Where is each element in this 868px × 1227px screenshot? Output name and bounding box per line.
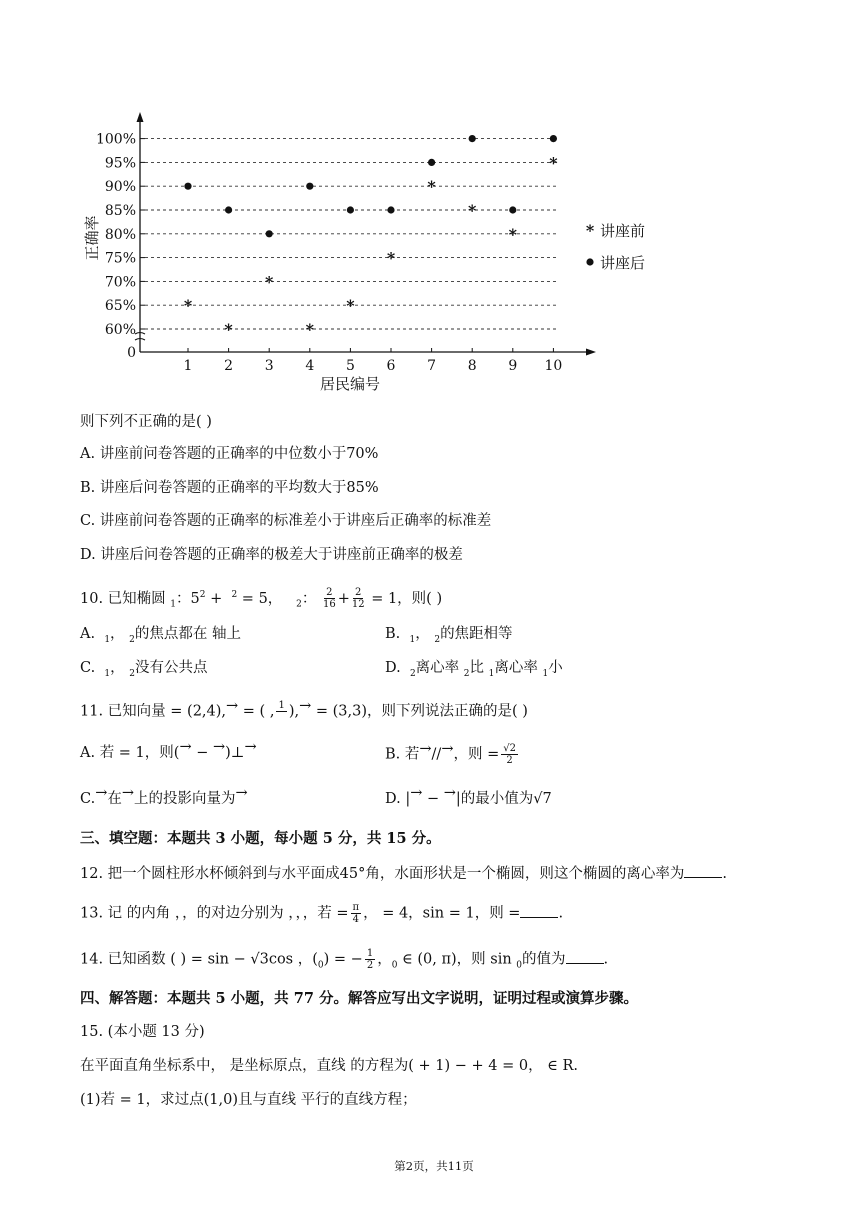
x-tick-label: 9 — [508, 358, 518, 374]
x-tick-label: 5 — [345, 358, 355, 374]
data-point-before: * — [585, 221, 595, 240]
data-point-after — [184, 183, 191, 190]
x-tick-label: 4 — [305, 358, 315, 374]
q10-option-d: D. $_2$离心率 $_2$比 $_1$离心率 $_1$小 — [385, 660, 563, 679]
q13: 13. 记 的内角 ，，的对边分别为 ，，，若 = $\frac{\pi}{4}$ ， = 4，sin = 1，则 = . — [80, 902, 564, 925]
y-tick-label: 85% — [104, 203, 136, 219]
x-tick-label: 7 — [427, 358, 437, 374]
q11-stem: 11. 已知向量 = (2,4),→ = ( , 1 ),→ = (3,3)，则下列说法正确的是( ) — [80, 697, 528, 720]
q11-option-b: B. 若→//→，则 = $\frac{√2}{2}$ — [385, 740, 516, 766]
section-3-heading: 三、填空题：本题共 3 小题，每小题 5 分，共 15 分。 — [80, 830, 441, 847]
data-point-before: * — [549, 153, 558, 173]
y-tick-label: 95% — [104, 155, 136, 172]
legend-label-before: 讲座前 — [600, 222, 646, 240]
y-axis-label: 正确率 — [83, 215, 101, 261]
y-tick-label: 80% — [104, 226, 136, 243]
x-tick-label: 3 — [264, 358, 274, 374]
y-tick-label: 65% — [104, 298, 136, 315]
x-tick-label: 1 — [183, 358, 193, 374]
data-point-before: * — [427, 177, 436, 197]
y-axis-arrow — [137, 112, 144, 122]
data-point-before: * — [265, 272, 274, 292]
q11-option-c: C.→在→上的投影向量为→ — [80, 785, 248, 807]
data-point-after — [225, 206, 232, 213]
section-4-heading: 四、解答题：本题共 5 小题，共 77 分。解答应写出文字说明，证明过程或演算步骤。 — [80, 990, 638, 1007]
x-axis-arrow — [586, 349, 596, 356]
data-point-after — [550, 135, 557, 142]
data-point-after — [266, 230, 273, 237]
q14: 14. 已知函数 ( ) = sin − √3cos ，$(_0)$ = − $\frac{1}{2}$ ，$_0$ ∈ (0, π)，则 sin $_0$的值为 . — [80, 948, 609, 971]
data-point-before: * — [386, 248, 396, 268]
x-tick-label: 8 — [467, 358, 477, 374]
data-point-after — [509, 206, 516, 213]
page-footer: 第2页，共11页 — [394, 1159, 474, 1173]
data-point-before: * — [468, 201, 477, 220]
q15-title: 15. (本小题 13 分) — [80, 1024, 205, 1040]
legend-label-after: 讲座后 — [600, 254, 646, 272]
y-tick-label: 90% — [104, 179, 136, 196]
x-axis-label: 居民编号 — [319, 375, 381, 393]
q9-option-b: B. 讲座后问卷答题的正确率的平均数大于85% — [80, 480, 379, 496]
q15-stem: 在平面直角坐标系中， 是坐标原点，直线 的方程为( + 1) − + 4 = 0， ∈ R. — [80, 1058, 579, 1074]
data-point-after — [347, 206, 354, 213]
q9-option-a: A. 讲座前问卷答题的正确率的中位数小于70% — [80, 446, 379, 462]
q11-option-d: D. |→ − →|的最小值为√7 — [385, 785, 552, 807]
q10-stem: 10. 已知椭圆 $_1$：$5^2 + ^2 = 5$， $_2$： $\frac{2}{16}$ + $\frac{2}{12}$ = 1，则( ) — [80, 587, 443, 611]
q10-option-c: C. $_1$， $_2$没有公共点 — [80, 660, 208, 679]
data-point-after — [306, 183, 313, 190]
data-point-after — [586, 258, 593, 265]
y-tick-label: 70% — [104, 274, 136, 291]
x-tick-label: 2 — [224, 358, 234, 374]
y-tick-label: 60% — [104, 322, 136, 338]
y-tick-label: 100% — [95, 131, 136, 148]
scatter-chart — [0, 0, 868, 400]
data-point-before: * — [346, 296, 355, 316]
q10-option-a: A. $_1$， $_2$的焦点都在 轴上 — [80, 626, 241, 645]
data-point-after — [428, 159, 435, 166]
q10-option-b: B. $_1$， $_2$的焦距相等 — [385, 626, 513, 645]
q15-part1: (1)若 = 1，求过点(1,0)且与直线 平行的直线方程； — [80, 1092, 417, 1108]
y-tick-label: 0 — [127, 345, 136, 361]
q9-option-c: C. 讲座前问卷答题的正确率的标准差小于讲座后正确率的标准差 — [80, 513, 492, 529]
q9-option-d: D. 讲座后问卷答题的正确率的极差大于讲座前正确率的极差 — [80, 547, 463, 563]
data-point-before: * — [224, 320, 233, 339]
q12: 12. 把一个圆柱形水杯倾斜到与水平面成45°角，水面形状是一个椭圆，则这个椭圆的离心率为 . — [80, 863, 727, 884]
q11-option-a: A. 若 = 1，则(→ − →)⊥→ — [80, 739, 257, 761]
x-tick-label: 6 — [386, 358, 396, 374]
x-tick-label: 10 — [544, 358, 563, 374]
q9-stem: 则下列不正确的是( ) — [80, 414, 212, 430]
data-point-before: * — [305, 320, 314, 339]
data-point-before: * — [508, 224, 517, 244]
data-point-after — [469, 135, 476, 142]
data-point-before: * — [183, 296, 193, 316]
y-tick-label: 75% — [104, 250, 136, 267]
data-point-after — [387, 206, 394, 213]
